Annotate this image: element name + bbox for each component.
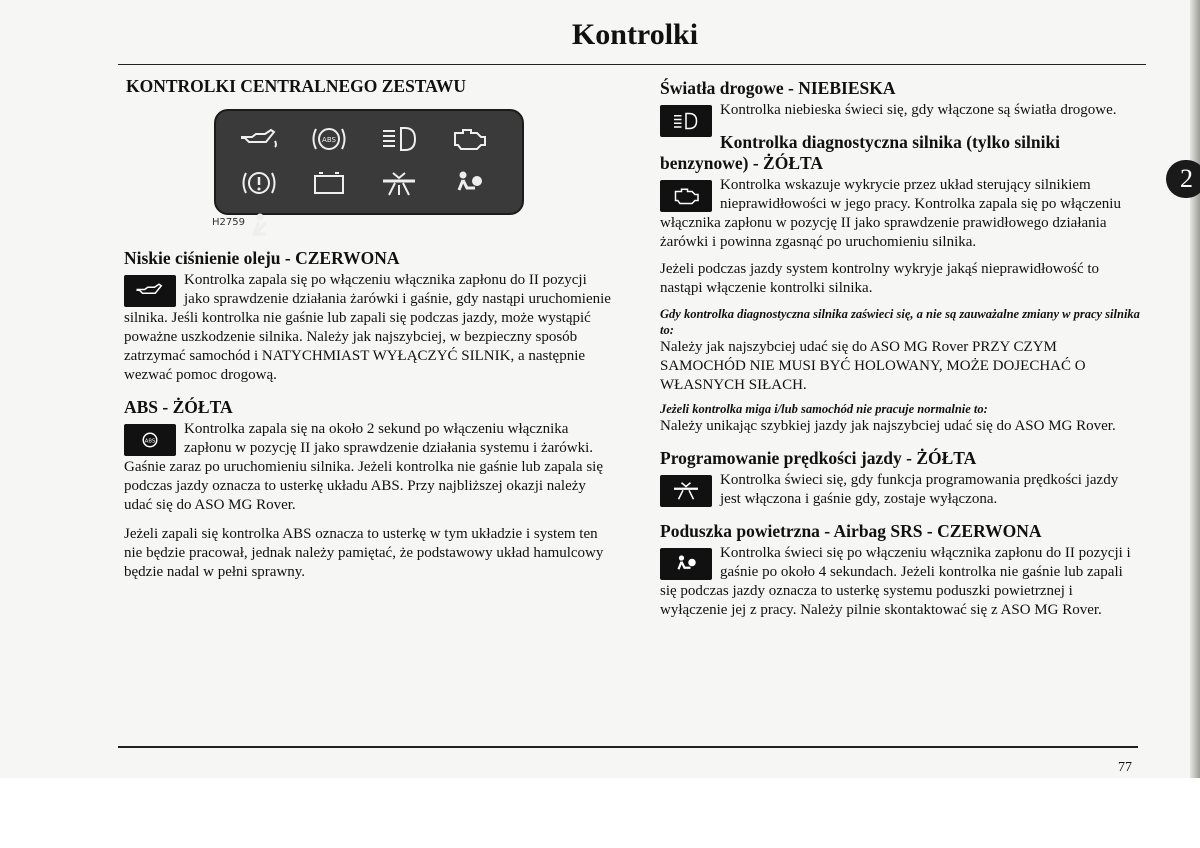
svg-text:ABS: ABS bbox=[144, 438, 156, 445]
cruise-control-icon bbox=[364, 161, 434, 205]
engine-note-1: Gdy kontrolka diagnostyczna silnika zaświeci się, a nie są zauważalne zmiany w pracy silnika to: bbox=[660, 307, 1140, 337]
abs-section bbox=[124, 397, 614, 582]
oil-pressure-section bbox=[124, 248, 614, 385]
warning-light-panel bbox=[214, 109, 524, 215]
engine-text-4: Należy unikając szybkiej jazdy jak najszybciej udać się do ASO MG Rover. bbox=[660, 418, 1116, 434]
abs-text-1: Kontrolka zapala się na około 2 sekund po włączeniu włącznika zapłonu w pozycję II jako sprawdzenie działania systemu i żarówki. Gaśnie zaraz po uruchomieniu silnika. Jeżeli kontrolka nie gaśnie lub zapala się podczas jazdy oznacza to usterkę układu ABS. Przy najbliższej okazji należy udać się do ASO MG Rover. bbox=[124, 421, 603, 513]
abs-title: ABS - ŻÓŁTA bbox=[124, 397, 233, 417]
abs-text-2: Jeżeli zapali się kontrolka ABS oznacza to usterkę w tym układzie i system ten nie będzie pracował, jednak należy pamiętać, że podstawowy układ hamulcowy będzie nadal w pełni sprawny. bbox=[124, 526, 604, 580]
high-beam-text: Kontrolka niebieska świeci się, gdy włączone są światła drogowe. bbox=[720, 102, 1117, 118]
engine-note-2: Jeżeli kontrolka miga i/lub samochód nie pracuje normalnie to: bbox=[660, 402, 988, 416]
high-beam-section bbox=[660, 78, 1140, 120]
high-beam-title: Światła drogowe - NIEBIESKA bbox=[660, 78, 896, 98]
right-column bbox=[660, 78, 1140, 632]
oil-pressure-title: Niskie ciśnienie oleju - CZERWONA bbox=[124, 248, 400, 268]
cruise-symbol-icon bbox=[660, 475, 712, 507]
airbag-title: Poduszka powietrzna - Airbag SRS - CZERWONA bbox=[660, 521, 1042, 541]
page-number: 77 bbox=[1118, 760, 1132, 775]
engine-symbol-icon bbox=[660, 180, 712, 212]
airbag-section bbox=[660, 521, 1140, 620]
engine-diagnostic-section bbox=[660, 132, 1140, 436]
airbag-icon bbox=[434, 161, 504, 205]
airbag-text: Kontrolka świeci się po włączeniu włącznika zapłonu do II pozycji i gaśnie po około 4 sekundach. Jeżeli kontrolka nie gaśnie lub zapali się podczas jazdy oznacza to usterkę systemu poduszki powietrznej i wyłączenie jej z pracy. Należy pilnie skontaktować się z ASO MG Rover. bbox=[660, 545, 1131, 618]
top-rule bbox=[118, 64, 1146, 65]
oil-pressure-text: Kontrolka zapala się po włączeniu włącznika zapłonu do II pozycji jako sprawdzenie działania żarówki i gaśnie, gdy nastąpi uruchomienie silnika. Jeśli kontrolka nie gaśnie lub zapali się podczas jazdy, może wystąpić poważne uszkodzenie silnika. Należy jak najszybciej, w bezpieczny sposób zatrzymać samochód i NATYCHMIAST WYŁĄCZYĆ SILNIK, a następnie wezwać pomoc drogową. bbox=[124, 272, 611, 383]
figure-label: H2759 bbox=[212, 217, 245, 228]
cruise-control-text: Kontrolka świeci się, gdy funkcja programowania prędkości jazdy jest włączona i gaśnie gdy, zostaje wyłączona. bbox=[720, 472, 1119, 507]
bottom-rule bbox=[118, 746, 1138, 748]
high-beam-icon bbox=[364, 117, 434, 161]
airbag-symbol-icon bbox=[660, 548, 712, 580]
brake-warning-icon bbox=[224, 161, 294, 205]
left-column bbox=[124, 76, 614, 594]
cruise-control-section bbox=[660, 448, 1140, 509]
high-beam-symbol-icon bbox=[660, 105, 712, 137]
page-edge-shadow bbox=[1190, 0, 1200, 778]
engine-text-2: Jeżeli podczas jazdy system kontrolny wykryje jakąś nieprawidłowość to nastąpi włączenie kontrolki silnika. bbox=[660, 261, 1100, 296]
svg-text:ABS: ABS bbox=[322, 136, 336, 144]
engine-check-icon bbox=[434, 117, 504, 161]
oil-pressure-icon bbox=[224, 117, 294, 161]
abs-symbol-icon bbox=[124, 424, 176, 456]
central-cluster-heading: KONTROLKI CENTRALNEGO ZESTAWU bbox=[126, 76, 467, 96]
cruise-control-title: Programowanie prędkości jazdy - ŻÓŁTA bbox=[660, 448, 977, 468]
abs-icon bbox=[294, 117, 364, 161]
chapter-badge: 2 bbox=[1166, 160, 1200, 198]
page-title: Kontrolki bbox=[571, 18, 699, 51]
oil-pressure-symbol-icon bbox=[124, 275, 176, 307]
engine-text-1: Kontrolka wskazuje wykrycie przez układ sterujący silnikiem nieprawidłowości w jego pracy. Kontrolka zapala się po włączeniu włącznika zapłonu w pozycję II jako sprawdzenie prawidłowego działania żarówki i powinna zgasnąć po uruchomieniu silnika. bbox=[660, 177, 1121, 250]
engine-diagnostic-title: Kontrolka diagnostyczna silnika (tylko silniki benzynowe) - ŻÓŁTA bbox=[660, 132, 1061, 173]
engine-text-3: Należy jak najszybciej udać się do ASO MG Rover PRZY CZYM SAMOCHÓD NIE MUSI BYĆ HOLOWANY, MOŻE DOJECHAĆ O WŁASNYCH SIŁACH. bbox=[660, 339, 1086, 393]
battery-icon bbox=[294, 161, 364, 205]
